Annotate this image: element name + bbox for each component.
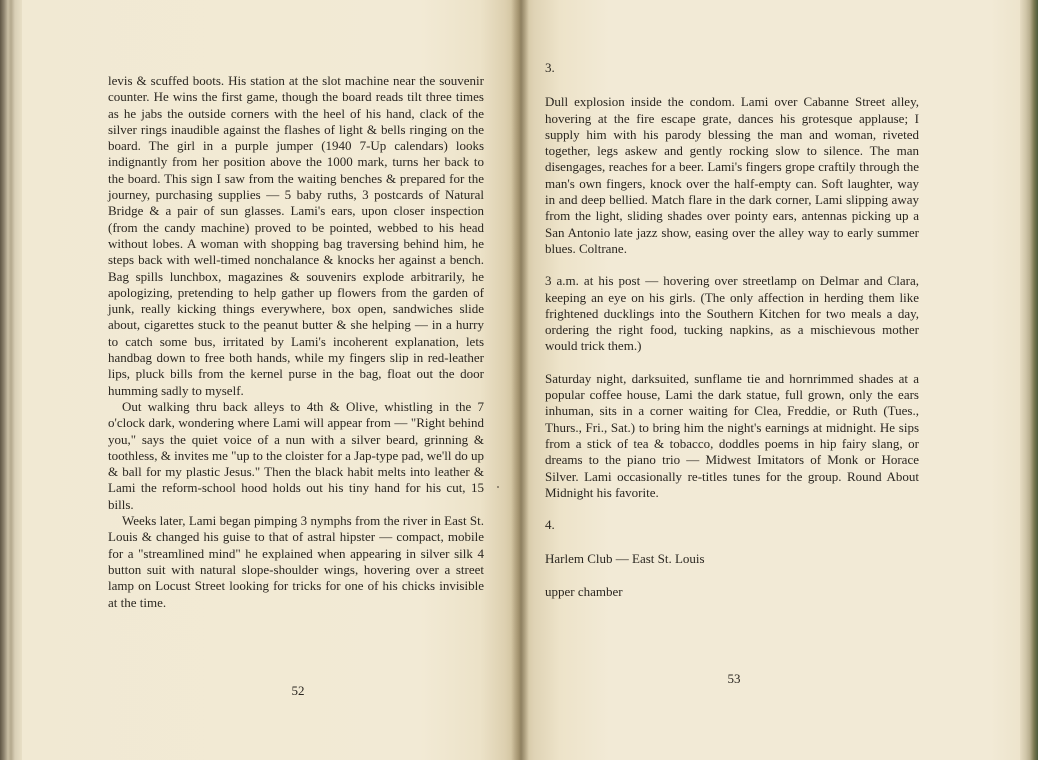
place-line: Harlem Club — East St. Louis [545, 551, 705, 567]
right-page-edge [1020, 0, 1038, 760]
left-paragraph-3: Weeks later, Lami began pimping 3 nymphs from the river in East St. Louis & changed his guise to that of astral hipster — compact, mobile for a "streamlined mind" he explained when appearing in silver silk 4 button suit with natural slope-shoulder wings, hovering over a street lamp on Locust Street looking for tricks for one of his chicks invisible at the time. [108, 513, 484, 610]
book-gutter [511, 0, 529, 760]
right-paragraph-1: Dull explosion inside the condom. Lami over Cabanne Street alley, hovering at the fire escape grate, dances his grotesque applause; I supply him with his parody blessing the man and woman, riveted together, legs askew and gently rocking slow to silence. The man disengages, reaches for a beer. Lami's fingers grope craftily through the man's own fingers, knock over the half-empty can. Soft laughter, way in and deep bellied. Match flare in the dark corner, Lami slipping away from the light, sliding shades over pointy ears, antennas picking up a San Antonio late jazz show, easing over the alley way to early summer blues. Coltrane. [545, 94, 919, 256]
left-page-text [108, 73, 484, 611]
right-paragraph-2: 3 a.m. at his post — hovering over streetlamp on Delmar and Clara, keeping an eye on his girls. (The only affection in herding them like frightened ducklings into the Southern Kitchen for two meals a day, ordering the right food, tucking napkins, as a mischievous mother would trick them.) [545, 273, 919, 354]
left-page-edge [0, 0, 22, 760]
section-3-heading: 3. [545, 60, 555, 75]
right-page-number: 53 [727, 671, 741, 686]
right-paragraph-3: Saturday night, darksuited, sunflame tie and hornrimmed shades at a popular coffee house, Lami the dark statue, full grown, only the ears inhuman, sits in a corner waiting for Clea, Freddie, or Ruth (Tues., Thurs., Fri., Sat.) to bring him the night's earnings at midnight. He sips from a stick of tea & tobacco, doddles poems in hip fairy slang, or dreams to the piano trio — Midwest Imitators of Monk or Horace Silver. Lami occasionally re-titles tunes for the group. Round About Midnight his favorite. [545, 370, 919, 500]
page-speck [497, 486, 499, 488]
room-line: upper chamber [545, 583, 623, 599]
left-paragraph-1: levis & scuffed boots. His station at the slot machine near the souvenir counter. He wins the first game, though the board reads tilt three times as he jabs the outside corners with the heel of his hand, clack of the silver rings inaudible against the flashes of light & bells ringing on the board. The girl in a purple jumper (1940 7-Up calendars) looks indignantly from her position above the 1000 mark, turns her back to the board. This sign I saw from the waiting benches & prepared for the journey, purchasing supplies — 5 baby ruths, 3 postcards of Natural Bridge & a pair of sun glasses. Lami's ears, upon closer inspection (from the candy machine) proved to be pointed, webbed to his head without lobes. A woman with shopping bag traversing behind him, he steps back with well-timed nonchalance & knocks her against a bench. Bag spills lunchbox, magazines & souvenirs explode arbitrarily, he apologizing, pretending to help gather up flowers from the garden of junk, really kicking things everywhere, box open, sandwiches slide about, cigarettes stuck to the peanut butter & she helping — in a hurry to catch some bus, irritated by Lami's incoherent explanation, lets handbag down to free both hands, while my fingers slip in red-leather lips, pluck bills from the kernel purse in the bag, float out the door humming sadly to myself. [108, 73, 484, 398]
left-page-number: 52 [291, 683, 305, 698]
right-page-text [545, 60, 919, 600]
section-4-heading: 4. [545, 517, 555, 533]
left-paragraph-2: Out walking thru back alleys to 4th & Olive, whistling in the 7 o'clock dark, wondering where Lami will appear from — "Right behind you," says the quiet voice of a nun with a silver beard, grinning & toothless, & invites me "up to the cloister for a Jap-type pad, we'll do up & ball for my plastic Jesus." Then the black habit melts into leather & Lami the reform-school hood holds out his tiny hand for his cut, 15 bills. [108, 398, 484, 512]
